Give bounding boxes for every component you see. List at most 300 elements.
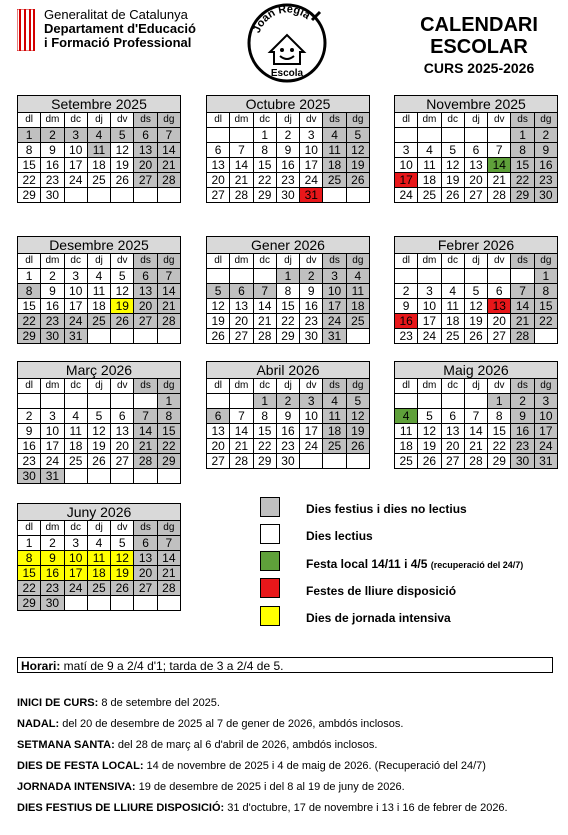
day-cell: 15 [18,158,41,173]
weekday-header: dg [346,254,369,269]
day-cell: 7 [488,143,511,158]
weekday-header: dv [300,379,323,394]
day-cell: 15 [511,158,534,173]
empty-cell [230,394,253,409]
day-cell: 17 [418,314,441,329]
empty-cell [418,128,441,143]
empty-cell [464,269,487,284]
day-cell: 20 [230,314,253,329]
empty-cell [18,394,41,409]
weekday-header: dj [276,379,299,394]
empty-cell [534,329,557,344]
weekday-header: dl [207,113,230,128]
calendar-title [404,14,554,78]
day-cell: 2 [534,128,557,143]
empty-cell [207,128,230,143]
day-cell: 13 [134,551,157,566]
empty-cell [134,394,157,409]
empty-cell [157,188,180,203]
empty-cell [323,454,346,469]
day-cell: 14 [511,299,534,314]
day-cell: 3 [534,394,557,409]
day-cell: 26 [207,329,230,344]
day-cell: 23 [300,314,323,329]
empty-cell [395,269,418,284]
day-cell: 7 [230,409,253,424]
month-calendar [394,361,558,469]
legend-swatch-local [260,551,280,571]
legend-label-local [306,557,523,572]
day-cell: 4 [87,269,110,284]
empty-cell [464,394,487,409]
day-cell: 24 [41,454,64,469]
title-line-3: CURS 2025-2026 [423,60,535,76]
day-cell: 5 [346,394,369,409]
day-cell: 9 [18,424,41,439]
info-start [17,697,220,710]
weekday-header: dg [534,254,557,269]
weekday-header: dl [18,521,41,536]
weekday-header: dj [87,379,110,394]
day-cell: 18 [323,424,346,439]
day-cell: 22 [511,173,534,188]
day-cell: 5 [464,284,487,299]
empty-cell [323,188,346,203]
weekday-header: dg [534,379,557,394]
day-cell: 18 [323,158,346,173]
day-cell: 7 [464,409,487,424]
weekday-header: dv [111,521,134,536]
day-cell: 14 [157,284,180,299]
weekday-header: dl [395,113,418,128]
day-cell: 5 [111,128,134,143]
day-cell: 7 [157,269,180,284]
day-cell: 23 [41,581,64,596]
legend-swatch-intensiva [260,606,280,626]
info-local [17,760,486,773]
day-cell: 17 [534,424,557,439]
day-cell: 20 [134,158,157,173]
day-cell: 22 [488,439,511,454]
day-cell: 28 [157,314,180,329]
empty-cell [488,128,511,143]
day-cell: 15 [488,424,511,439]
day-cell: 13 [230,299,253,314]
empty-cell [87,329,110,344]
weekday-header: dm [41,254,64,269]
day-cell: 20 [207,439,230,454]
empty-cell [134,469,157,484]
day-cell: 17 [300,158,323,173]
day-cell: 22 [534,314,557,329]
day-cell: 15 [253,158,276,173]
day-cell: 5 [111,269,134,284]
day-cell: 23 [276,439,299,454]
legend-label-lliure: Festes de lliure disposició [306,584,457,598]
day-cell: 30 [300,329,323,344]
empty-cell [253,269,276,284]
day-cell: 21 [488,173,511,188]
day-cell: 27 [441,454,464,469]
day-cell: 27 [464,188,487,203]
day-cell: 4 [323,394,346,409]
weekday-header: dg [157,254,180,269]
empty-cell [64,188,87,203]
legend-swatch-lectiu [260,524,280,544]
day-cell: 16 [41,158,64,173]
day-cell: 25 [64,454,87,469]
schedule-text: matí de 9 a 2/4 d'1; tarda de 3 a 2/4 de 5. [60,659,284,673]
empty-cell [395,128,418,143]
day-cell: 10 [64,551,87,566]
day-cell: 29 [18,596,41,611]
weekday-header: dc [441,254,464,269]
day-cell: 7 [230,143,253,158]
empty-cell [300,454,323,469]
day-cell: 3 [64,536,87,551]
day-cell: 10 [395,158,418,173]
weekday-header: dm [230,254,253,269]
day-cell: 6 [207,143,230,158]
day-cell: 29 [253,454,276,469]
weekday-header: dl [207,254,230,269]
day-cell: 10 [418,299,441,314]
day-cell: 28 [157,581,180,596]
empty-cell [111,188,134,203]
day-cell: 30 [41,329,64,344]
empty-cell [488,269,511,284]
legend-label-lectiu: Dies lectius [306,529,373,543]
day-cell: 18 [87,158,110,173]
empty-cell [230,128,253,143]
day-cell: 29 [18,188,41,203]
empty-cell [111,394,134,409]
empty-cell [395,394,418,409]
day-cell: 28 [134,454,157,469]
day-cell: 12 [111,143,134,158]
day-cell: 11 [87,143,110,158]
weekday-header: ds [134,113,157,128]
empty-cell [64,469,87,484]
info-easter [17,739,377,752]
day-cell: 2 [276,394,299,409]
day-cell: 13 [464,158,487,173]
day-cell: 24 [64,173,87,188]
day-cell: 11 [395,424,418,439]
day-cell: 16 [276,424,299,439]
day-cell: 12 [111,284,134,299]
day-cell: 26 [464,329,487,344]
day-cell: 19 [207,314,230,329]
day-cell: 7 [253,284,276,299]
day-cell: 7 [511,284,534,299]
day-cell: 26 [111,314,134,329]
legend-local-text: Festa local 14/11 i 4/5 [306,557,428,571]
empty-cell [87,188,110,203]
empty-cell [157,329,180,344]
month-name: Juny 2026 [18,504,181,521]
day-cell: 2 [395,284,418,299]
day-cell: 4 [323,128,346,143]
day-cell: 23 [395,329,418,344]
weekday-header: dl [395,379,418,394]
day-cell: 6 [134,128,157,143]
day-cell: 27 [207,454,230,469]
day-cell: 26 [441,188,464,203]
weekday-header: dc [64,254,87,269]
day-cell: 2 [276,128,299,143]
day-cell: 27 [134,173,157,188]
day-cell: 28 [230,188,253,203]
day-cell: 9 [41,551,64,566]
day-cell: 7 [134,409,157,424]
day-cell: 20 [111,439,134,454]
empty-cell [441,128,464,143]
day-cell: 9 [534,143,557,158]
day-cell: 28 [157,173,180,188]
day-cell: 16 [511,424,534,439]
day-cell: 19 [441,173,464,188]
day-cell: 14 [253,299,276,314]
logo-text-top: Joan Regla [250,3,313,35]
month-calendar [17,503,181,611]
day-cell: 28 [511,329,534,344]
day-cell: 21 [134,439,157,454]
day-cell: 20 [464,173,487,188]
day-cell: 1 [511,128,534,143]
day-cell: 21 [464,439,487,454]
day-cell: 27 [134,314,157,329]
day-cell: 12 [441,158,464,173]
day-cell: 30 [41,188,64,203]
info-free-text: 31 d'octubre, 17 de novembre i 13 i 16 de febrer de 2026. [224,802,508,814]
weekday-header: dm [230,379,253,394]
day-cell: 8 [488,409,511,424]
day-cell: 22 [253,173,276,188]
day-cell: 12 [464,299,487,314]
month-name: Maig 2026 [395,362,558,379]
info-free-label: DIES FESTIUS DE LLIURE DISPOSICIÓ: [17,802,225,814]
day-cell: 29 [18,329,41,344]
day-cell: 3 [300,128,323,143]
info-free [17,802,508,815]
day-cell: 6 [134,269,157,284]
day-cell: 11 [87,284,110,299]
schedule-box [17,657,553,673]
day-cell: 4 [395,409,418,424]
empty-cell [511,269,534,284]
weekday-header: dl [18,254,41,269]
empty-cell [64,596,87,611]
empty-cell [134,329,157,344]
day-cell: 31 [64,329,87,344]
day-cell: 16 [300,299,323,314]
weekday-header: dm [418,254,441,269]
empty-cell [346,188,369,203]
day-cell: 2 [41,128,64,143]
empty-cell [41,394,64,409]
day-cell: 30 [41,596,64,611]
day-cell: 30 [511,454,534,469]
month-calendar [17,361,181,484]
weekday-header: dj [87,254,110,269]
weekday-header: dg [534,113,557,128]
month-name: Setembre 2025 [18,96,181,113]
info-easter-label: SETMANA SANTA: [17,739,115,751]
weekday-header: dj [87,113,110,128]
day-cell: 10 [64,284,87,299]
day-cell: 5 [207,284,230,299]
day-cell: 19 [87,439,110,454]
day-cell: 21 [157,299,180,314]
day-cell: 17 [64,158,87,173]
weekday-header: ds [511,113,534,128]
day-cell: 29 [157,454,180,469]
day-cell: 30 [276,454,299,469]
day-cell: 5 [111,536,134,551]
day-cell: 20 [134,299,157,314]
day-cell: 10 [300,409,323,424]
day-cell: 1 [18,269,41,284]
day-cell: 19 [418,439,441,454]
day-cell: 8 [534,284,557,299]
weekday-header: dv [300,113,323,128]
day-cell: 11 [323,409,346,424]
day-cell: 26 [346,173,369,188]
day-cell: 12 [346,409,369,424]
month-name: Novembre 2025 [395,96,558,113]
day-cell: 23 [534,173,557,188]
day-cell: 13 [207,158,230,173]
day-cell: 26 [111,581,134,596]
day-cell: 15 [253,424,276,439]
day-cell: 17 [300,424,323,439]
empty-cell [87,394,110,409]
legend-label-festiu: Dies festius i dies no lectius [306,502,467,516]
day-cell: 25 [441,329,464,344]
day-cell: 6 [134,536,157,551]
day-cell: 9 [41,284,64,299]
day-cell: 17 [323,299,346,314]
day-cell: 8 [253,143,276,158]
day-cell: 16 [18,439,41,454]
day-cell: 9 [41,143,64,158]
day-cell: 21 [253,314,276,329]
day-cell: 28 [464,454,487,469]
day-cell: 1 [18,536,41,551]
day-cell: 13 [441,424,464,439]
day-cell: 13 [134,143,157,158]
day-cell: 14 [464,424,487,439]
day-cell: 20 [488,314,511,329]
info-christmas-text: del 20 de desembre de 2025 al 7 de gener de 2026, ambdós inclosos. [59,718,404,730]
day-cell: 4 [87,128,110,143]
weekday-header: dv [111,113,134,128]
empty-cell [346,454,369,469]
day-cell: 9 [395,299,418,314]
day-cell: 2 [511,394,534,409]
day-cell: 4 [418,143,441,158]
day-cell: 13 [207,424,230,439]
day-cell: 26 [87,454,110,469]
info-start-label: INICI DE CURS: [17,697,99,709]
day-cell: 31 [323,329,346,344]
weekday-header: dm [418,379,441,394]
empty-cell [111,329,134,344]
info-local-label: DIES DE FESTA LOCAL: [17,760,144,772]
day-cell: 13 [134,284,157,299]
day-cell: 28 [253,329,276,344]
weekday-header: dg [157,113,180,128]
day-cell: 16 [276,158,299,173]
weekday-header: dl [395,254,418,269]
day-cell: 3 [64,269,87,284]
info-start-text: 8 de setembre del 2025. [98,697,220,709]
info-christmas-label: NADAL: [17,718,60,730]
day-cell: 21 [230,439,253,454]
empty-cell [134,596,157,611]
day-cell: 6 [441,409,464,424]
month-calendar [17,236,181,344]
day-cell: 8 [18,551,41,566]
day-cell: 11 [64,424,87,439]
school-logo-icon [240,2,334,84]
day-cell: 27 [134,581,157,596]
day-cell: 25 [323,173,346,188]
day-cell: 5 [87,409,110,424]
day-cell: 1 [253,128,276,143]
logo-text-bottom: Escola [270,68,304,79]
empty-cell [346,329,369,344]
day-cell: 13 [488,299,511,314]
day-cell: 20 [134,566,157,581]
day-cell: 3 [41,409,64,424]
day-cell: 7 [157,128,180,143]
day-cell: 19 [111,299,134,314]
day-cell: 30 [534,188,557,203]
weekday-header: ds [134,521,157,536]
day-cell: 10 [323,284,346,299]
empty-cell [207,394,230,409]
weekday-header: ds [511,379,534,394]
weekday-header: dc [64,113,87,128]
day-cell: 15 [276,299,299,314]
day-cell: 24 [64,314,87,329]
legend-local-note: (recuperació del 24/7) [430,560,524,570]
day-cell: 25 [323,439,346,454]
day-cell: 31 [534,454,557,469]
day-cell: 1 [253,394,276,409]
day-cell: 11 [418,158,441,173]
day-cell: 13 [111,424,134,439]
weekday-header: dc [253,113,276,128]
day-cell: 24 [534,439,557,454]
day-cell: 28 [230,454,253,469]
day-cell: 3 [395,143,418,158]
day-cell: 19 [111,566,134,581]
weekday-header: dc [441,113,464,128]
day-cell: 24 [418,329,441,344]
day-cell: 11 [87,551,110,566]
gov-line-1: Generalitat de Catalunya [44,7,188,22]
day-cell: 21 [157,158,180,173]
empty-cell [418,394,441,409]
weekday-header: dv [111,379,134,394]
day-cell: 1 [488,394,511,409]
day-cell: 3 [300,394,323,409]
government-name [44,8,196,50]
day-cell: 25 [395,454,418,469]
